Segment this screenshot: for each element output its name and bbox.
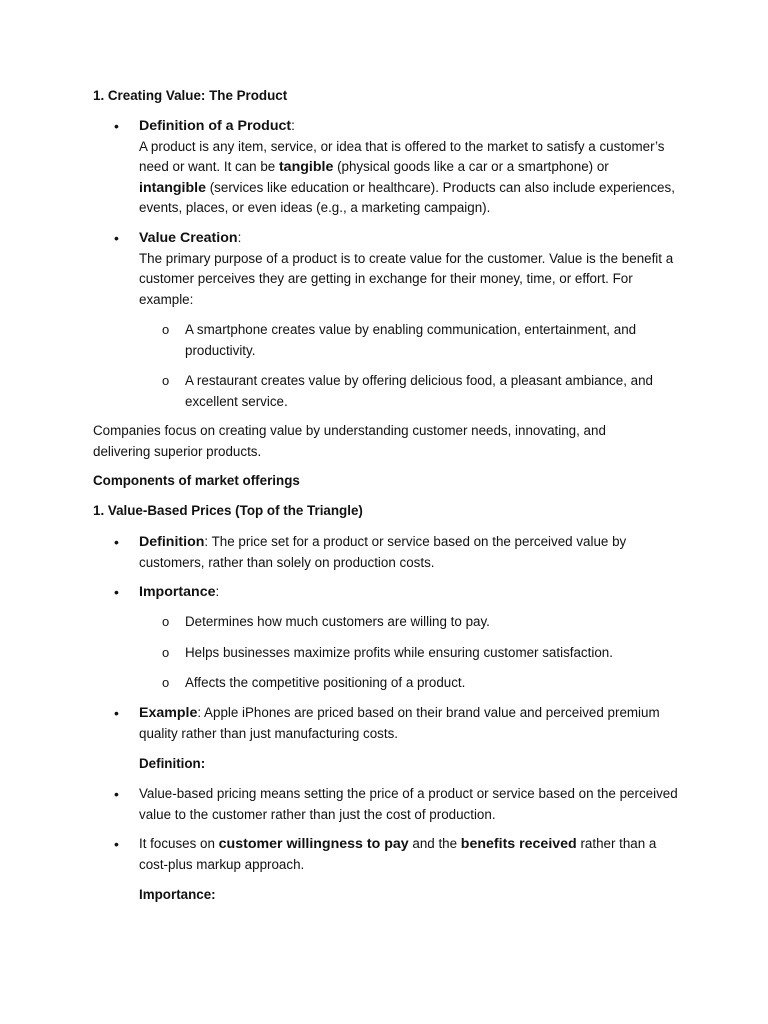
colon: : <box>215 584 220 599</box>
example-label: Example <box>139 705 198 721</box>
list-item-example <box>114 703 679 744</box>
bullet-icon: • <box>114 786 119 802</box>
example-text: A smartphone creates value by enabling communication, entertainment, and productivity. <box>185 322 637 358</box>
sub-list-item <box>162 612 685 633</box>
importance-text: Determines how much customers are willing to pay. <box>185 614 490 629</box>
text-run: (services like education or healthcare). Products can also include experiences, events, places, or even ideas (e.g., a marketing campaign). <box>139 179 675 215</box>
components-heading: Components of market offerings <box>93 473 300 488</box>
sub-bullet-icon: o <box>162 645 170 660</box>
text-run: (physical goods like a car or a smartphone) or <box>333 159 609 174</box>
willingness-term: customer willingness to pay <box>218 836 409 852</box>
sub-list-item <box>162 643 685 664</box>
definition-label: Definition of a Product <box>139 118 292 134</box>
sub-bullet-icon: o <box>162 373 170 388</box>
list-item-definition-of-product <box>114 116 679 219</box>
list-item-importance <box>114 582 679 603</box>
sub-list-item <box>162 371 685 412</box>
colon: : <box>237 230 242 245</box>
sub-bullet-icon: o <box>162 675 170 690</box>
importance-subheading: Importance: <box>139 887 216 902</box>
bullet-icon: • <box>114 118 119 134</box>
example-text: : Apple iPhones are priced based on their brand value and perceived premium quality rather than just manufacturing costs. <box>139 705 660 741</box>
text-run: It focuses on <box>139 836 219 851</box>
bullet-icon: • <box>114 230 119 246</box>
value-creation-paragraph: The primary purpose of a product is to create value for the customer. Value is the benefit a customer perceives they are getting in exchange for their money, time, or effort. For example: <box>139 250 674 307</box>
definition-label: Definition <box>139 534 205 550</box>
closing-paragraph: Companies focus on creating value by understanding customer needs, innovating, and delivering superior products. <box>93 423 606 459</box>
section-title-creating-value: 1. Creating Value: The Product <box>93 88 288 103</box>
colon: : <box>291 118 295 133</box>
list-item-focus <box>114 834 679 875</box>
importance-label: Importance <box>139 584 216 600</box>
definition-paragraph <box>139 137 679 219</box>
intangible-term: intangible <box>139 179 206 196</box>
sub-list-item <box>162 673 685 694</box>
example-text: A restaurant creates value by offering delicious food, a pleasant ambiance, and excellent service. <box>185 373 653 409</box>
definition-subheading: Definition: <box>139 756 206 771</box>
definition-text: : The price set for a product or service based on the perceived value by customers, rather than solely on production costs. <box>139 534 627 570</box>
bullet-icon: • <box>114 705 119 721</box>
sub-list-item <box>162 320 685 361</box>
tangible-term: tangible <box>278 159 334 175</box>
pricing-definition-text: Value-based pricing means setting the price of a product or service based on the perceived value to the customer rather than just the cost of production. <box>139 786 678 822</box>
text-run: rather than a cost-plus markup approach. <box>139 836 657 872</box>
benefits-term: benefits received <box>460 836 577 852</box>
section-title-value-based-prices: 1. Value-Based Prices (Top of the Triangle) <box>93 503 363 518</box>
list-item-definition <box>114 532 679 573</box>
text-run: and the <box>408 836 461 851</box>
importance-text: Helps businesses maximize profits while ensuring customer satisfaction. <box>185 645 613 660</box>
list-item-value-based-pricing <box>114 784 679 825</box>
bullet-icon: • <box>114 584 119 600</box>
value-creation-label: Value Creation <box>139 230 238 246</box>
text-run: A product is any item, service, or idea that is offered to the market to satisfy a customer’s need or want. It can be <box>139 138 665 174</box>
sub-bullet-icon: o <box>162 614 170 629</box>
bullet-icon: • <box>114 534 119 550</box>
list-item-value-creation <box>114 228 679 310</box>
importance-text: Affects the competitive positioning of a product. <box>185 675 466 690</box>
sub-bullet-icon: o <box>162 322 170 337</box>
bullet-icon: • <box>114 836 119 852</box>
